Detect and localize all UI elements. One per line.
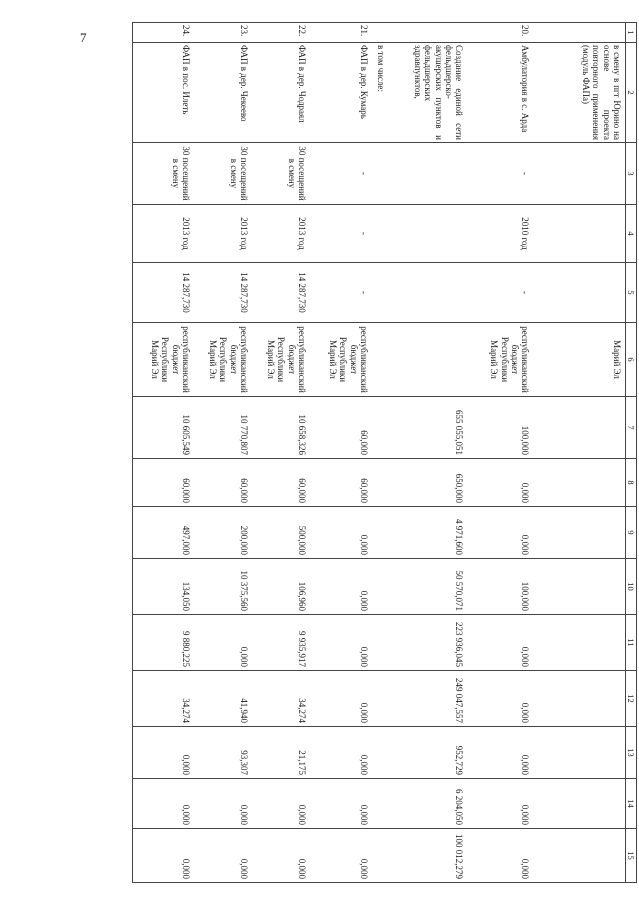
cell-number xyxy=(534,23,626,43)
cell-object-name: в том числе: xyxy=(372,43,389,143)
cell-value: 655 055,051 xyxy=(390,397,468,459)
cell-estimate: 14 287,730 xyxy=(194,263,252,323)
cell-value: 0,000 xyxy=(132,779,194,829)
cell-value: 0,000 xyxy=(310,615,372,671)
column-header: 5 xyxy=(626,263,637,323)
cell-year: 2013 год xyxy=(252,205,310,263)
cell-value xyxy=(372,779,389,829)
cell-value: 9 935,917 xyxy=(252,615,310,671)
cell-value xyxy=(534,779,626,829)
cell-value: 223 936,045 xyxy=(390,615,468,671)
cell-capacity xyxy=(372,143,389,205)
cell-object-name: в смену в пгт Юрино на основе проекта повторного применения (модуль ФАПа) xyxy=(534,43,626,143)
cell-number: 22. xyxy=(252,23,310,43)
cell-source: республиканский бюджет Республики Марий Эл xyxy=(252,323,310,397)
cell-year: - xyxy=(310,205,372,263)
column-header: 14 xyxy=(626,779,637,829)
cell-value: 21,175 xyxy=(252,727,310,779)
cell-value xyxy=(534,507,626,559)
cell-value: 106,960 xyxy=(252,559,310,615)
cell-year xyxy=(534,205,626,263)
cell-value xyxy=(534,615,626,671)
cell-value: 60,000 xyxy=(132,459,194,507)
cell-value xyxy=(534,459,626,507)
cell-capacity xyxy=(534,143,626,205)
cell-value: 34,274 xyxy=(132,671,194,727)
cell-source: республиканский бюджет Республики Марий Эл xyxy=(132,323,194,397)
cell-value: 0,000 xyxy=(194,615,252,671)
cell-value: 34,274 xyxy=(252,671,310,727)
cell-value xyxy=(372,459,389,507)
column-header: 7 xyxy=(626,397,637,459)
cell-year: 2013 год xyxy=(132,205,194,263)
cell-object-name: Амбулатория в с. Арда xyxy=(468,43,534,143)
cell-value: 0,000 xyxy=(468,727,534,779)
cell-value xyxy=(534,829,626,883)
cell-value xyxy=(372,727,389,779)
cell-value: 9 880,225 xyxy=(132,615,194,671)
table-row xyxy=(534,23,626,883)
column-header: 10 xyxy=(626,559,637,615)
cell-value: 500,000 xyxy=(252,507,310,559)
cell-estimate: - xyxy=(310,263,372,323)
cell-estimate: 14 287,730 xyxy=(252,263,310,323)
cell-year: 2010 год xyxy=(468,205,534,263)
column-header: 2 xyxy=(626,43,637,143)
cell-source xyxy=(390,323,468,397)
cell-object-name: Создание единой сети фельдшерско-акушерских пунктов и фельдшерских здравпунктов, xyxy=(390,43,468,143)
table-row xyxy=(194,23,252,883)
column-header: 11 xyxy=(626,615,637,671)
cell-object-name: ФАП в дер. Чекеево xyxy=(194,43,252,143)
cell-object-name: ФАП в дер. Кумарь xyxy=(310,43,372,143)
cell-value: 0,000 xyxy=(468,615,534,671)
cell-capacity xyxy=(390,143,468,205)
column-header: 1 xyxy=(626,23,637,43)
cell-value: 0,000 xyxy=(252,779,310,829)
cell-value: 60,000 xyxy=(252,459,310,507)
cell-value: 100,000 xyxy=(468,559,534,615)
cell-value: 50 570,071 xyxy=(390,559,468,615)
cell-value: 10 770,807 xyxy=(194,397,252,459)
cell-value xyxy=(534,727,626,779)
cell-value: 0,000 xyxy=(310,779,372,829)
cell-value xyxy=(372,559,389,615)
cell-estimate: 14 287,730 xyxy=(132,263,194,323)
cell-value xyxy=(372,829,389,883)
cell-value xyxy=(372,671,389,727)
cell-value: 10 658,326 xyxy=(252,397,310,459)
cell-value: 0,000 xyxy=(468,829,534,883)
cell-value xyxy=(534,671,626,727)
cell-value: 100 012,279 xyxy=(390,829,468,883)
cell-value xyxy=(372,397,389,459)
table-row xyxy=(372,23,389,883)
column-header: 8 xyxy=(626,459,637,507)
cell-value: 0,000 xyxy=(468,459,534,507)
cell-estimate xyxy=(390,263,468,323)
table-row xyxy=(132,23,194,883)
cell-value: 6 204,050 xyxy=(390,779,468,829)
table-row xyxy=(468,23,534,883)
cell-value xyxy=(372,507,389,559)
column-header: 12 xyxy=(626,671,637,727)
cell-capacity: 30 посещений в смену xyxy=(194,143,252,205)
cell-estimate xyxy=(372,263,389,323)
table-row xyxy=(252,23,310,883)
cell-source xyxy=(372,323,389,397)
cell-value: 497,000 xyxy=(132,507,194,559)
cell-value: 0,000 xyxy=(310,507,372,559)
cell-value: 10 605,549 xyxy=(132,397,194,459)
cell-capacity: - xyxy=(310,143,372,205)
cell-source: республиканский бюджет Республики Марий Эл xyxy=(468,323,534,397)
cell-source: республиканский бюджет Республики Марий Эл xyxy=(310,323,372,397)
cell-value: 134,050 xyxy=(132,559,194,615)
cell-value xyxy=(372,615,389,671)
cell-value xyxy=(534,559,626,615)
header-row xyxy=(626,23,637,883)
cell-value: 10 375,560 xyxy=(194,559,252,615)
cell-number: 24. xyxy=(132,23,194,43)
cell-value: 0,000 xyxy=(132,727,194,779)
cell-value: 200,000 xyxy=(194,507,252,559)
cell-value: 0,000 xyxy=(468,507,534,559)
column-header: 6 xyxy=(626,323,637,397)
column-header: 15 xyxy=(626,829,637,883)
cell-value: 41,940 xyxy=(194,671,252,727)
cell-capacity: 30 посещений в смену xyxy=(252,143,310,205)
cell-estimate: - xyxy=(468,263,534,323)
cell-object-name: ФАП в дер. Чодраял xyxy=(252,43,310,143)
cell-value: 60,000 xyxy=(310,397,372,459)
cell-capacity: 30 посещений в смену xyxy=(132,143,194,205)
cell-value: 249 047,557 xyxy=(390,671,468,727)
cell-source: Марий Эл xyxy=(534,323,626,397)
cell-value: 4 971,600 xyxy=(390,507,468,559)
cell-year xyxy=(372,205,389,263)
cell-year: 2013 год xyxy=(194,205,252,263)
column-header: 4 xyxy=(626,205,637,263)
cell-estimate xyxy=(534,263,626,323)
cell-source: республиканский бюджет Республики Марий Эл xyxy=(194,323,252,397)
cell-number xyxy=(390,23,468,43)
cell-number: 21. xyxy=(310,23,372,43)
cell-number xyxy=(372,23,389,43)
cell-value: 0,000 xyxy=(310,829,372,883)
table-row xyxy=(390,23,468,883)
cell-value: 952,729 xyxy=(390,727,468,779)
cell-capacity: - xyxy=(468,143,534,205)
data-table xyxy=(132,22,637,883)
cell-value: 60,000 xyxy=(194,459,252,507)
table-row xyxy=(310,23,372,883)
cell-number: 20. xyxy=(468,23,534,43)
page-number: 7 xyxy=(80,30,87,45)
cell-value: 93,307 xyxy=(194,727,252,779)
cell-value: 0,000 xyxy=(252,829,310,883)
cell-value: 0,000 xyxy=(194,779,252,829)
column-header: 13 xyxy=(626,727,637,779)
cell-value: 0,000 xyxy=(310,559,372,615)
cell-year xyxy=(390,205,468,263)
cell-value: 100,000 xyxy=(468,397,534,459)
column-header: 9 xyxy=(626,507,637,559)
cell-value: 60,000 xyxy=(310,459,372,507)
cell-value: 0,000 xyxy=(310,727,372,779)
cell-value: 0,000 xyxy=(132,829,194,883)
cell-number: 23. xyxy=(194,23,252,43)
cell-object-name: ФАП в пос. Илеть xyxy=(132,43,194,143)
cell-value: 650,000 xyxy=(390,459,468,507)
cell-value: 0,000 xyxy=(468,779,534,829)
cell-value xyxy=(534,397,626,459)
cell-value: 0,000 xyxy=(310,671,372,727)
cell-value: 0,000 xyxy=(468,671,534,727)
column-header: 3 xyxy=(626,143,637,205)
rotated-table-wrapper xyxy=(107,22,637,882)
cell-value: 0,000 xyxy=(194,829,252,883)
